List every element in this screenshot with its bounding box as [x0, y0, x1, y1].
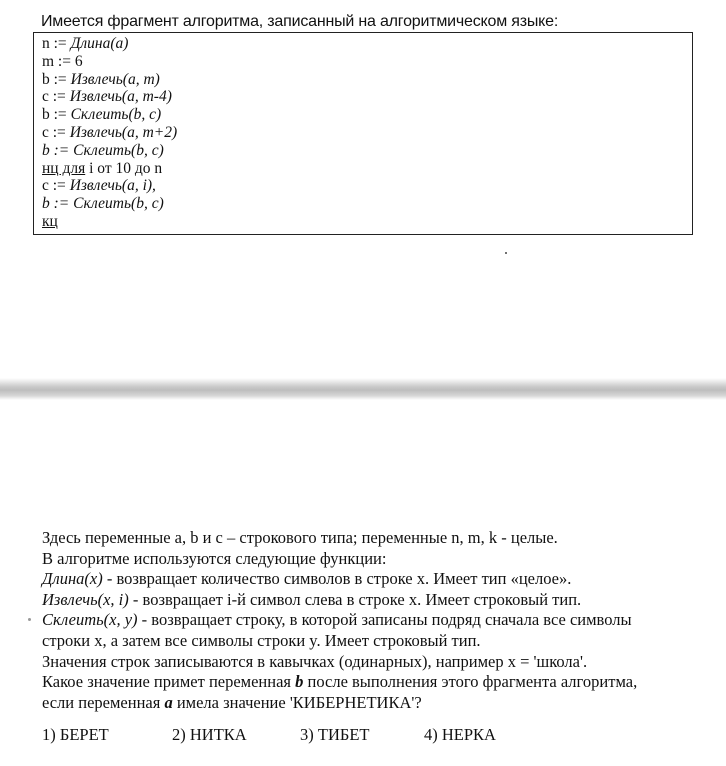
intro-text: Имеется фрагмент алгоритма, записанный на алгоритмическом языке:: [41, 13, 559, 30]
code-line: c := Извлечь(a, m-4): [42, 88, 172, 106]
code-line: b := Склеить(b, c): [42, 195, 164, 213]
quotes-note: Значения строк записываются в кавычках (одинарных), например x = 'школа'.: [42, 651, 588, 671]
code-line: n := Длина(a): [42, 35, 129, 52]
loop-start-line: нц для i от 10 до n: [42, 159, 163, 177]
keyword-kc: кц: [42, 212, 58, 230]
code-line: b := Склеить(b, c): [42, 141, 164, 159]
answer-option-3[interactable]: 3) ТИБЕТ: [300, 725, 370, 744]
code-line: b := Извлечь(a, m): [42, 70, 160, 88]
answer-option-2[interactable]: 2) НИТКА: [172, 725, 247, 744]
code-line: m := 6: [42, 52, 83, 70]
function-concat-desc-cont: строки x, а затем все символы строки y. Имеет строковый тип.: [42, 630, 481, 650]
function-extract-desc: Извлечь(x, i) - возвращает i-й символ слева в строке x. Имеет строковый тип.: [42, 589, 582, 609]
code-line: c := Извлечь(a, m+2): [42, 123, 178, 141]
variables-line: Здесь переменные a, b и c – строкового типа; переменные n, m, k - целые.: [42, 528, 558, 547]
algorithm-code-box: [33, 32, 693, 235]
question-line-2: если переменная a имела значение 'КИБЕРНЕТИКА'?: [42, 692, 422, 712]
task-description: [42, 528, 722, 713]
keyword-nc-dlya: нц для: [42, 159, 86, 177]
question-line-1: Какое значение примет переменная b после выполнения этого фрагмента алгоритма,: [42, 672, 638, 692]
functions-intro: В алгоритме используются следующие функции:: [42, 548, 387, 568]
function-length-desc: Длина(x) - возвращает количество символов в строке x. Имеет тип «целое».: [42, 569, 572, 589]
function-concat-desc: Склеить(x, y) - возвращает строку, в которой записаны подряд сначала все символы: [42, 610, 632, 630]
code-line: b := Склеить(b, c): [42, 106, 162, 124]
scan-speck: [28, 618, 31, 621]
answer-option-1[interactable]: 1) БЕРЕТ: [42, 725, 109, 744]
scan-speck: [505, 252, 507, 254]
page-seam-divider: [0, 378, 726, 400]
code-line: c := Извлечь(a, i),: [42, 177, 156, 195]
answer-option-4[interactable]: 4) НЕРКА: [424, 725, 496, 744]
loop-end-line: [42, 213, 692, 231]
